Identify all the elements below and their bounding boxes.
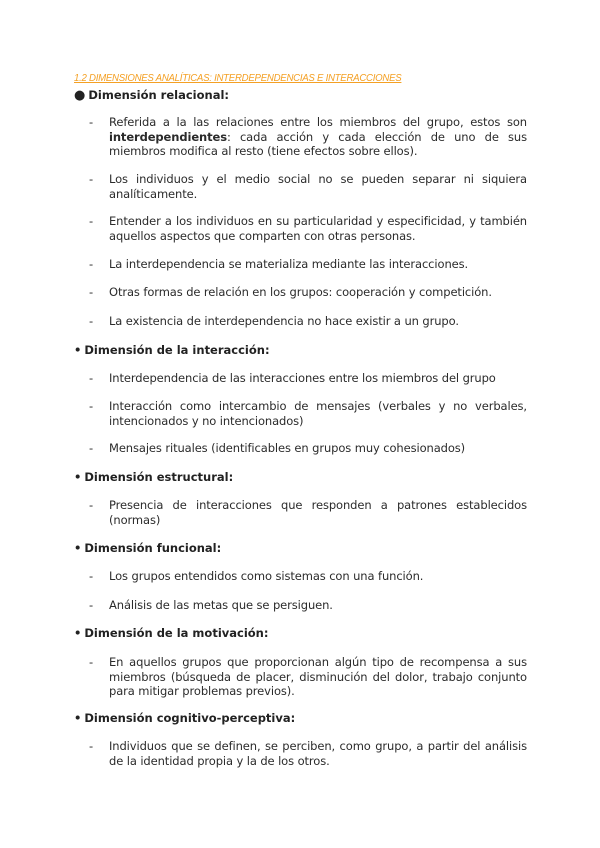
list-item-text: Referida a la las relaciones entre los miembros del grupo, estos son interdependientes: cada acción y cada elección de uno de sus miembros modifica al resto (tiene efectos sobre ellos). [109,115,527,158]
bullet-icon: ● [74,88,86,103]
list-item-text: Presencia de interacciones que responden a patrones establecidos (normas) [109,498,527,527]
list-item [89,371,527,386]
list-item [89,115,527,159]
heading-dimension-interaccion: • Dimensión de la interacción: [74,343,270,357]
dash-icon: - [89,739,94,753]
bullet-icon: • [74,343,82,357]
list-item-text: Interdependencia de las interacciones entre los miembros del grupo [109,371,496,385]
bullet-icon: • [74,470,82,484]
heading-dimension-motivacion: • Dimensión de la motivación: [74,626,269,640]
dash-icon: - [89,172,94,186]
heading-dimension-estructural: • Dimensión estructural: [74,470,234,484]
bullet-icon: • [74,626,82,640]
list-item [89,172,527,201]
dash-icon: - [89,598,94,612]
list-item [89,399,527,428]
dash-icon: - [89,257,94,271]
list-item-text: Análisis de las metas que se persiguen. [109,598,333,612]
list-item [89,739,527,768]
list-item-text: Interacción como intercambio de mensajes (verbales y no verbales, intencionados y no intencionados) [109,399,527,428]
dash-icon: - [89,399,94,413]
heading-dimension-cognitivo-perceptiva: • Dimensión cognitivo-perceptiva: [74,711,296,725]
bullet-icon: • [74,711,82,725]
dash-icon: - [89,498,94,512]
list-item [89,498,527,527]
dash-icon: - [89,655,94,669]
list-item-text: En aquellos grupos que proporcionan algún tipo de recompensa a sus miembros (búsqueda de placer, disminución del dolor, trabajo conjunto para mitigar problemas previos). [109,655,527,698]
list-item-text: Individuos que se definen, se perciben, como grupo, a partir del análisis de la identidad propia y la de los otros. [109,739,527,768]
dash-icon: - [89,371,94,385]
list-item [89,314,527,329]
list-item-text: La existencia de interdependencia no hace existir a un grupo. [109,314,459,328]
list-item-text: Entender a los individuos en su particularidad y especificidad, y también aquellos aspectos que comparten con otras personas. [109,214,527,243]
list-item [89,598,527,613]
dash-icon: - [89,441,94,455]
bullet-icon: • [74,541,82,555]
heading-dimension-relacional: ● Dimensión relacional: [74,88,229,103]
list-item [89,569,527,584]
heading-dimension-funcional: • Dimensión funcional: [74,541,222,555]
list-item-text: Mensajes rituales (identificables en grupos muy cohesionados) [109,441,466,455]
list-item [89,655,527,699]
list-item-text: Otras formas de relación en los grupos: cooperación y competición. [109,285,492,299]
list-item [89,214,527,243]
section-title: 1.2 DIMENSIONES ANALÍTICAS: INTERDEPENDENCIAS E INTERACCIONES [74,72,402,84]
list-item-text: Los grupos entendidos como sistemas con una función. [109,569,424,583]
list-item [89,257,527,272]
list-item [89,441,527,456]
dash-icon: - [89,569,94,583]
dash-icon: - [89,285,94,299]
list-item-text: La interdependencia se materializa mediante las interacciones. [109,257,469,271]
list-item [89,285,527,300]
dash-icon: - [89,314,94,328]
dash-icon: - [89,115,94,129]
dash-icon: - [89,214,94,228]
list-item-text: Los individuos y el medio social no se pueden separar ni siquiera analíticamente. [109,172,527,201]
